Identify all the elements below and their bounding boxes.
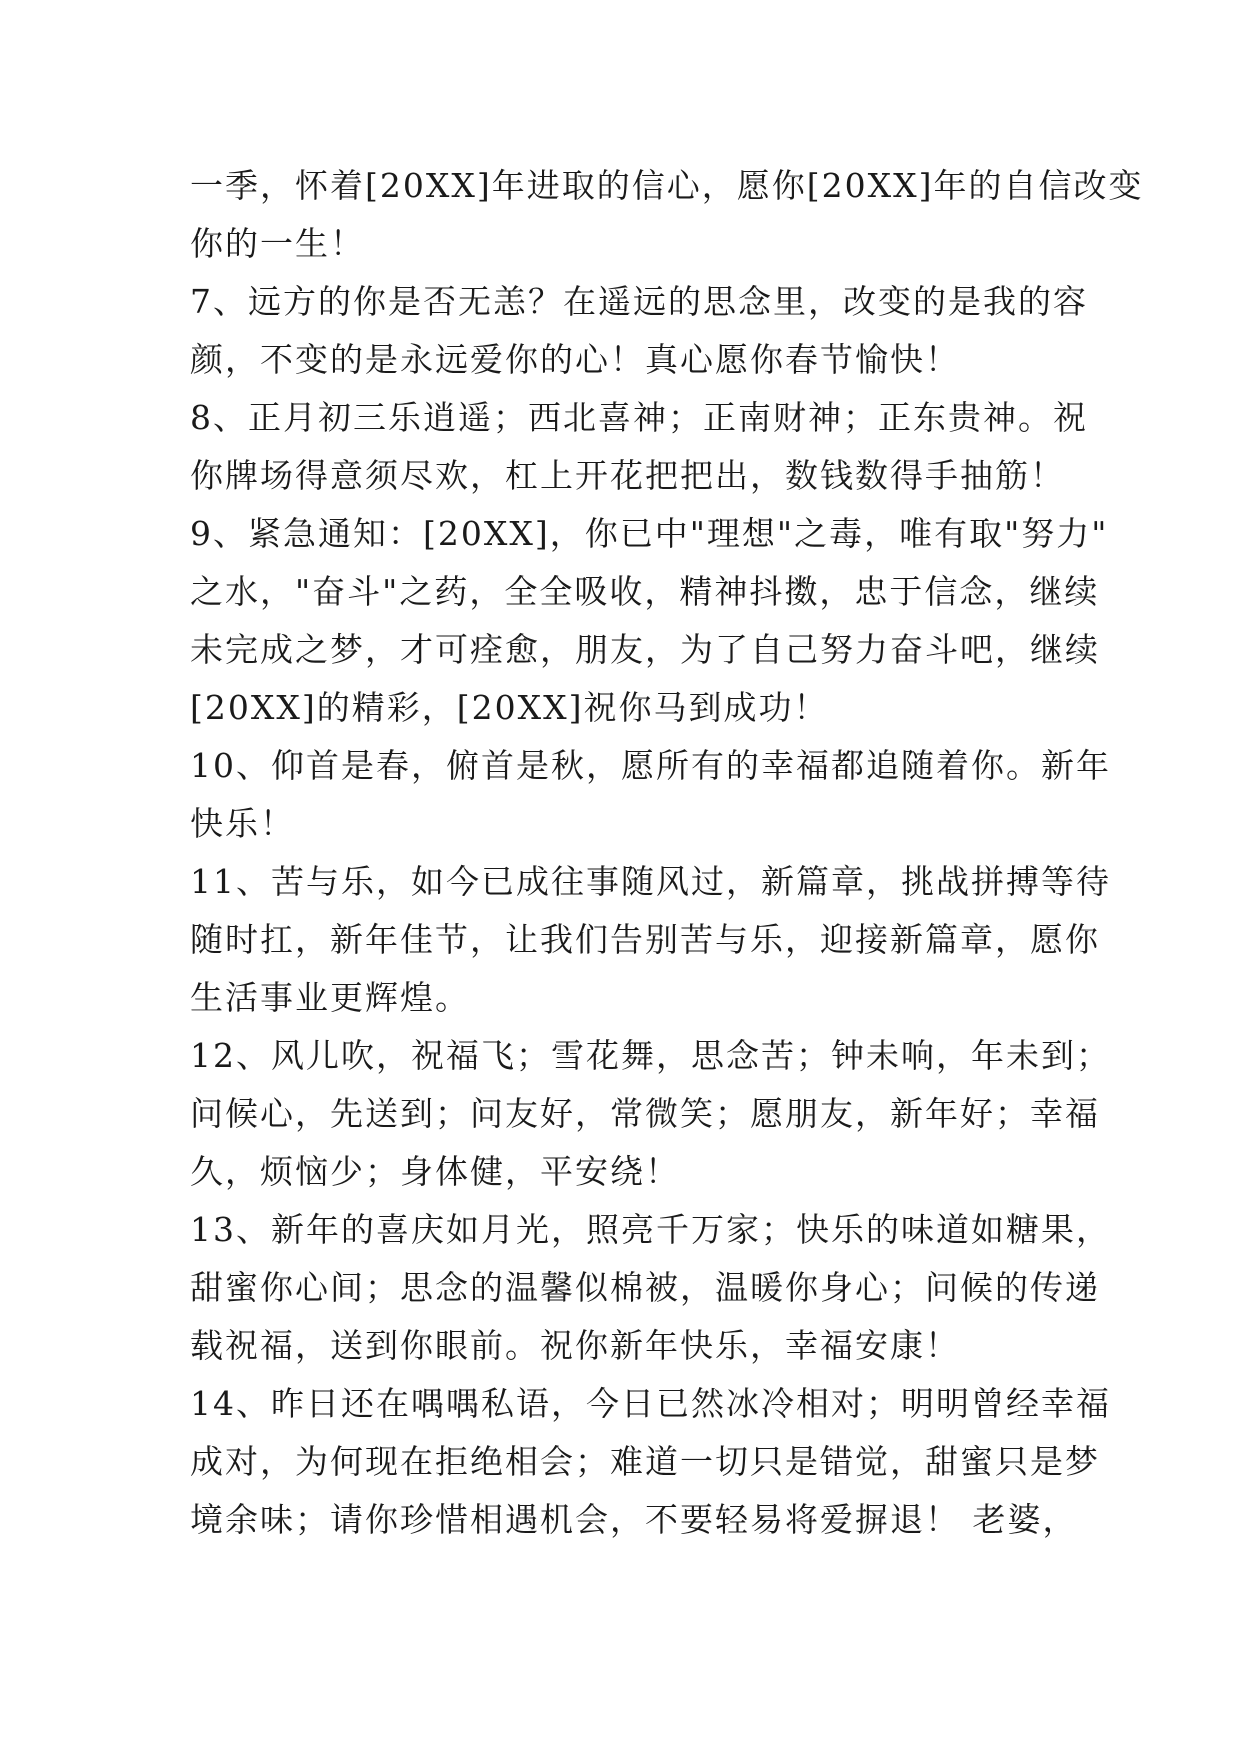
text-line: 11、苦与乐，如今已成往事随风过，新篇章，挑战拼搏等待 — [190, 862, 1111, 901]
text-line: 你牌场得意须尽欢，杠上开花把把出，数钱数得手抽筋！ — [190, 456, 1065, 495]
text-line: 10、仰首是春，俯首是秋，愿所有的幸福都追随着你。新年 — [190, 746, 1111, 785]
text-line: 之水，"奋斗"之药，全全吸收，精神抖擞，忠于信念，继续 — [190, 572, 1100, 611]
text-line: 一季，怀着[20XX]年进取的信心，愿你[20XX]年的自信改变 — [190, 166, 1144, 205]
text-line: 随时扛，新年佳节，让我们告别苦与乐，迎接新篇章，愿你 — [190, 920, 1100, 959]
text-line: 问候心，先送到；问友好，常微笑；愿朋友，新年好；幸福 — [190, 1094, 1100, 1133]
text-line: 14、昨日还在喁喁私语，今日已然冰冷相对；明明曾经幸福 — [190, 1384, 1111, 1423]
text-line: [20XX]的精彩，[20XX]祝你马到成功！ — [190, 688, 829, 727]
text-line: 颜，不变的是永远爱你的心！真心愿你春节愉快！ — [190, 340, 960, 379]
text-line: 你的一生！ — [190, 224, 365, 263]
text-line: 8、正月初三乐逍遥；西北喜神；正南财神；正东贵神。祝 — [190, 398, 1088, 437]
text-line: 成对，为何现在拒绝相会；难道一切只是错觉，甜蜜只是梦 — [190, 1442, 1100, 1481]
text-line: 未完成之梦，才可痊愈，朋友，为了自己努力奋斗吧，继续 — [190, 630, 1100, 669]
text-line: 7、远方的你是否无恙？在遥远的思念里，改变的是我的容 — [190, 282, 1088, 321]
text-line: 久，烦恼少；身体健，平安绕！ — [190, 1152, 680, 1191]
text-line: 13、新年的喜庆如月光，照亮千万家；快乐的味道如糖果， — [190, 1210, 1111, 1249]
text-line: 载祝福，送到你眼前。祝你新年快乐，幸福安康！ — [190, 1326, 960, 1365]
document-body — [190, 157, 1144, 1549]
text-line: 9、紧急通知：[20XX]，你已中"理想"之毒，唯有取"努力" — [190, 514, 1109, 553]
text-line: 快乐！ — [190, 804, 295, 843]
text-line: 境余味；请你珍惜相遇机会，不要轻易将爱摒退！ 老婆， — [190, 1500, 1078, 1539]
text-line: 12、风儿吹，祝福飞；雪花舞，思念苦；钟未响，年未到； — [190, 1036, 1111, 1075]
text-line: 生活事业更辉煌。 — [190, 978, 470, 1017]
text-line: 甜蜜你心间；思念的温馨似棉被，温暖你身心；问候的传递 — [190, 1268, 1100, 1307]
